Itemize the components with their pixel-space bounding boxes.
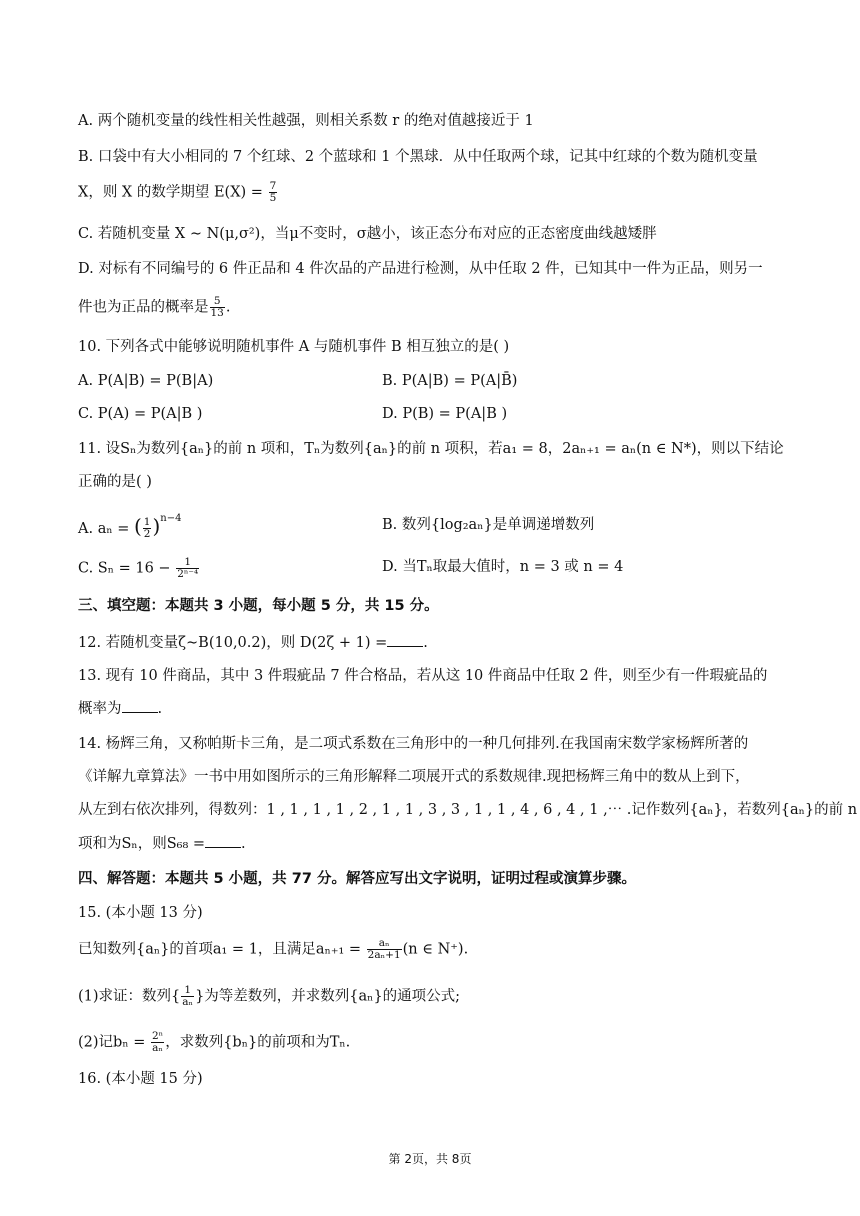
- q11-stem-line2: 正确的是( ): [78, 474, 152, 490]
- section-3-heading: 三、填空题：本题共 3 小题，每小题 5 分，共 15 分。: [78, 598, 439, 614]
- q11-option-b: B. 数列{log₂aₙ}是单调递增数列: [382, 517, 595, 533]
- q9-option-c: C. 若随机变量 X ∼ N(μ,σ²)，当μ不变时，σ越小，该正态分布对应的正态密度曲线越矮胖: [78, 226, 657, 242]
- q15-given: 已知数列{aₙ}的首项a₁ = 1，且满足aₙ₊₁ = $\frac{\text{aₙ}}{\text{2aₙ+1}}$ (n ∈ N⁺).: [78, 937, 469, 961]
- q15-part-2: (2)记bₙ = $\frac{\text{2ⁿ}}{\text{aₙ}}$ ，求数列{bₙ}的前项和为Tₙ.: [78, 1030, 351, 1054]
- q14-line3: 从左到右依次排列，得数列：1 , 1 , 1 , 1 , 2 , 1 , 1 , 3 , 3 , 1 , 1 , 4 , 6 , 4 , 1 ,⋯ .记作数列{aₙ}，若数列{aₙ}的前 n: [78, 802, 858, 818]
- q10-option-c: C. P(A) = P(A|B ): [78, 406, 203, 422]
- q10-stem: 10. 下列各式中能够说明随机事件 A 与随机事件 B 相互独立的是( ): [78, 339, 510, 355]
- q12: 12. 若随机变量ζ∼B(10,0.2)，则 D(2ζ + 1) = .: [78, 632, 428, 653]
- q11-option-a: A. aₙ = ( $\frac{1}{2}$ )$^{n-4}$: [78, 513, 182, 541]
- page-footer: 第 2页，共 8页: [388, 1152, 472, 1166]
- section-4-heading: 四、解答题：本题共 5 小题，共 77 分。解答应写出文字说明，证明过程或演算步骤。: [78, 871, 636, 887]
- q14-line4: 项和为Sₙ，则S₆₈ = .: [78, 833, 246, 854]
- q15-heading: 15. (本小题 13 分): [78, 905, 203, 921]
- q9-option-b-text: X，则 X 的数学期望 E(X) =: [78, 184, 263, 201]
- q15-part-1: (1)求证：数列{ $\frac{1}{\text{aₙ}}$ }为等差数列，并求数列{aₙ}的通项公式;: [78, 984, 461, 1008]
- q10-option-d: D. P(B) = P(A|B ): [382, 406, 508, 422]
- q14-line1: 14. 杨辉三角，又称帕斯卡三角，是二项式系数在三角形中的一种几何排列.在我国南宋数学家杨辉所著的: [78, 736, 749, 752]
- q13-line2: 概率为 .: [78, 698, 162, 719]
- q13-line1: 13. 现有 10 件商品，其中 3 件瑕疵品 7 件合格品，若从这 10 件商品中任取 2 件，则至少有一件瑕疵品的: [78, 668, 768, 684]
- q14-line2: 《详解九章算法》一书中用如图所示的三角形解释二项展开式的系数规律.现把杨辉三角中的数从上到下，: [78, 769, 750, 785]
- q9-b-fraction: $\frac{7}{5}$: [269, 180, 277, 204]
- q11-option-c: C. Sₙ = 16 − $\frac{1}{\text{2ⁿ⁻⁴}}$: [78, 556, 199, 580]
- q9-option-b-line2: [78, 181, 278, 204]
- q9-option-d-line2: 件也为正品的概率是 $\frac{5}{13}$ .: [78, 295, 231, 319]
- q9-option-b-line1: B. 口袋中有大小相同的 7 个红球、2 个蓝球和 1 个黑球．从中任取两个球，记其中红球的个数为随机变量: [78, 149, 758, 165]
- answer-blank: [387, 632, 423, 647]
- q11-option-d: D. 当Tₙ取最大值时，n = 3 或 n = 4: [382, 559, 624, 575]
- q16-heading: 16. (本小题 15 分): [78, 1071, 203, 1087]
- q9-option-a: A. 两个随机变量的线性相关性越强，则相关系数 r 的绝对值越接近于 1: [78, 113, 534, 129]
- answer-blank: [122, 698, 158, 713]
- q9-option-d-line1: D. 对标有不同编号的 6 件正品和 4 件次品的产品进行检测，从中任取 2 件，已知其中一件为正品，则另一: [78, 261, 763, 277]
- q10-option-b: B. P(A|B) = P(A|B̄): [382, 373, 518, 389]
- q9-d-fraction: $\frac{5}{13}$: [210, 295, 224, 319]
- q11-stem-line1: 11. 设Sₙ为数列{aₙ}的前 n 项和，Tₙ为数列{aₙ}的前 n 项积，若a₁ = 8，2aₙ₊₁ = aₙ(n ∈ N*)，则以下结论: [78, 441, 784, 457]
- answer-blank: [205, 833, 241, 848]
- q10-option-a: A. P(A|B) = P(B|A): [78, 373, 214, 389]
